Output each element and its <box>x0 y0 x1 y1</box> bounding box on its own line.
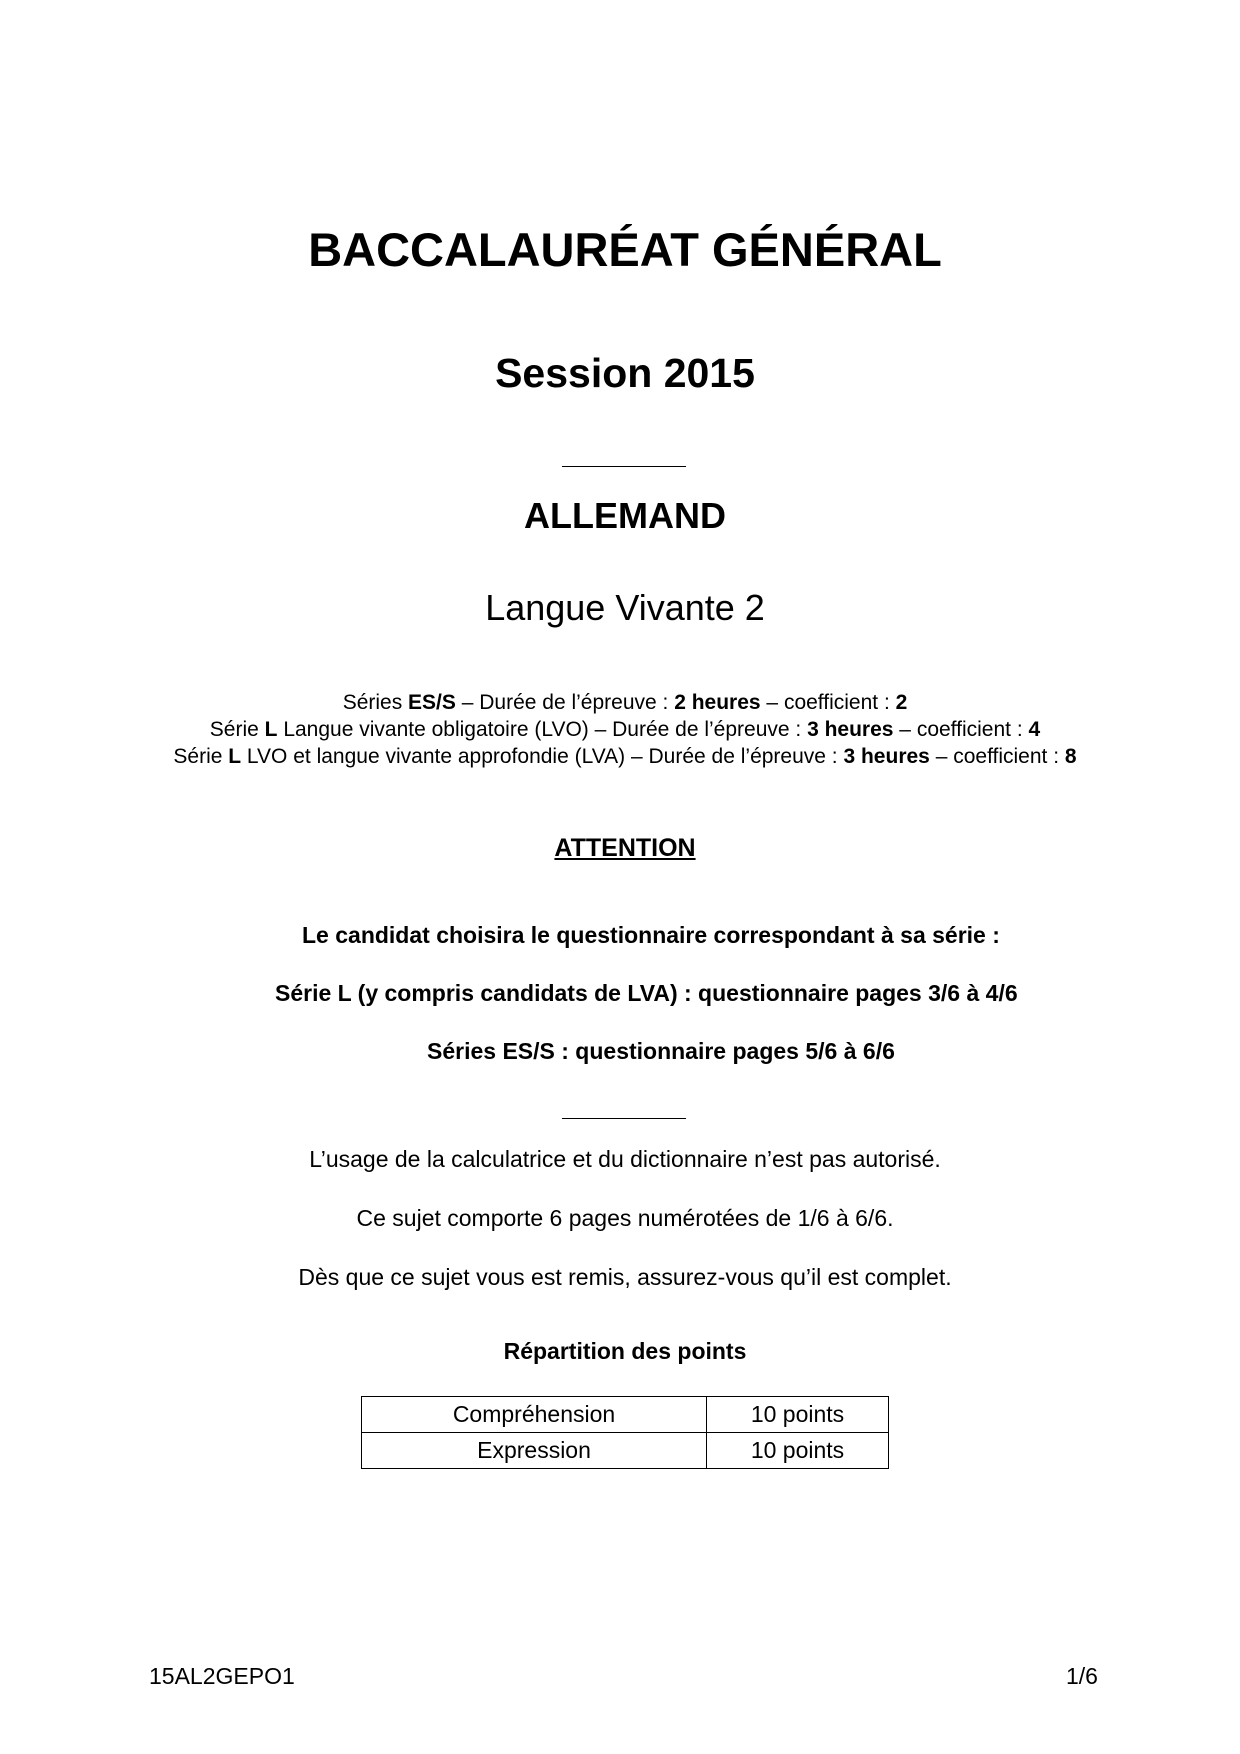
series-coefficient: 4 <box>1028 718 1041 741</box>
series-coefficient: 2 <box>895 691 908 714</box>
divider-bottom <box>562 1118 686 1119</box>
series-line <box>0 691 1240 715</box>
divider-top <box>562 466 686 467</box>
footer-code: 15AL2GEPO1 <box>149 1663 295 1689</box>
series-duration: 3 heures <box>807 718 894 741</box>
attention-heading: ATTENTION <box>554 834 696 862</box>
series-description: LVO et langue vivante approfondie (LVA) – Durée de l’épreuve : <box>241 745 844 768</box>
points-table <box>361 1396 889 1469</box>
series-description: Langue vivante obligatoire (LVO) – Durée de l’épreuve : <box>277 718 808 741</box>
series-prefix: Séries <box>342 691 409 714</box>
series-coef-label: – coefficient : <box>929 745 1065 768</box>
series-code: ES/S <box>408 691 456 714</box>
series-code: L <box>264 718 278 741</box>
series-line <box>0 718 1240 742</box>
points-label: Expression <box>362 1433 707 1469</box>
series-prefix: Série <box>209 718 265 741</box>
series-coef-label: – coefficient : <box>760 691 896 714</box>
points-label: Compréhension <box>362 1397 707 1433</box>
footer-page-number: 1/6 <box>1066 1663 1098 1689</box>
instruction-choose-questionnaire: Le candidat choisira le questionnaire correspondant à sa série : <box>302 922 1000 948</box>
note-calculator: L’usage de la calculatrice et du dictionnaire n’est pas autorisé. <box>309 1146 941 1172</box>
document-title: BACCALAURÉAT GÉNÉRAL <box>308 223 942 276</box>
table-row <box>362 1397 889 1433</box>
instruction-series-es-s: Séries ES/S : questionnaire pages 5/6 à 6/6 <box>427 1038 895 1064</box>
series-coefficient: 8 <box>1064 745 1077 768</box>
instruction-series-l: Série L (y compris candidats de LVA) : questionnaire pages 3/6 à 4/6 <box>275 980 1018 1006</box>
series-duration: 3 heures <box>843 745 930 768</box>
series-line <box>0 745 1240 769</box>
series-code: L <box>228 745 242 768</box>
series-duration: 2 heures <box>674 691 761 714</box>
series-coef-label: – coefficient : <box>893 718 1029 741</box>
session-year: Session 2015 <box>495 350 755 396</box>
subject-title: ALLEMAND <box>524 495 726 536</box>
points-value: 10 points <box>707 1433 889 1469</box>
points-value: 10 points <box>707 1397 889 1433</box>
language-level: Langue Vivante 2 <box>485 587 765 628</box>
note-check-complete: Dès que ce sujet vous est remis, assurez-vous qu’il est complet. <box>298 1264 952 1290</box>
series-prefix: Série <box>173 745 229 768</box>
note-page-count: Ce sujet comporte 6 pages numérotées de 1/6 à 6/6. <box>356 1205 894 1231</box>
series-description: – Durée de l’épreuve : <box>455 691 675 714</box>
table-row <box>362 1433 889 1469</box>
points-heading: Répartition des points <box>503 1338 747 1364</box>
